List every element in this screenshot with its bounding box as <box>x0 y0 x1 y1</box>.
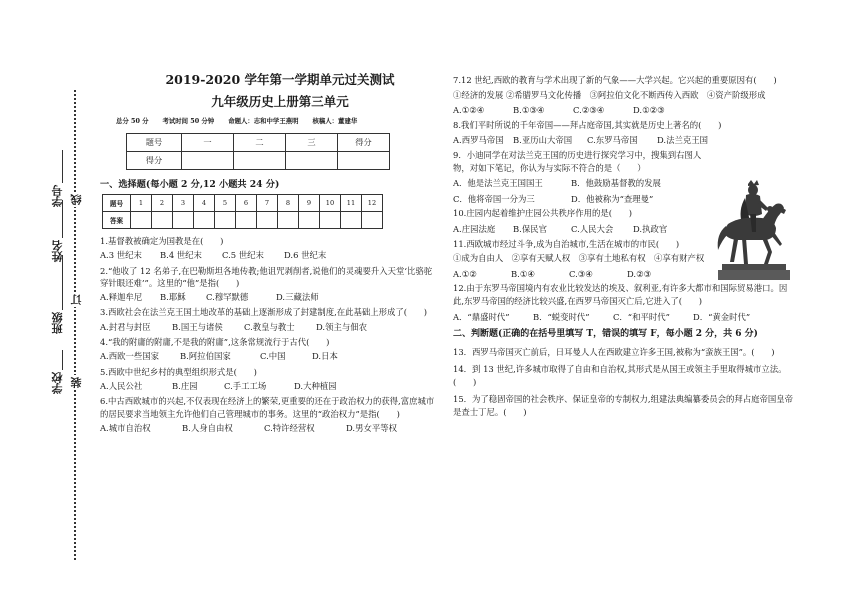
option: C.特许经营权 <box>264 422 315 433</box>
option: A.西欧一些国家 <box>100 351 159 362</box>
answer-header-cell: 6 <box>236 195 257 212</box>
charlemagne-statue-image <box>710 178 792 284</box>
binding-class-label: 班级 <box>51 312 64 334</box>
option: B.国王与诸侯 <box>172 321 223 332</box>
answer-input-cell[interactable] <box>215 212 236 229</box>
option: C.5 世纪末 <box>222 250 264 261</box>
answer-header-cell: 12 <box>362 195 383 212</box>
option: D.6 世纪末 <box>284 250 327 261</box>
binding-dotted-line <box>74 90 76 560</box>
exam-subtitle: 九年级历史上册第三单元 <box>211 94 349 109</box>
option: B.耶稣 <box>160 292 186 303</box>
option: D.①②③ <box>633 105 665 116</box>
score-table-cell: 得分 <box>338 134 390 152</box>
question-options <box>453 311 795 324</box>
question-options <box>100 350 440 362</box>
answer-header-cell: 1 <box>131 195 152 212</box>
section1-heading: 一、选择题(每小题 2 分,12 小题共 24 分) <box>100 179 280 190</box>
answer-header-cell: 9 <box>299 195 320 212</box>
option: B.庄园 <box>172 380 198 391</box>
question-sub-items: ①成为自由人 ②享有天赋人权 ③享有土地私有权 ④享有财产权 <box>453 253 705 264</box>
option: B.保民官 <box>513 223 547 234</box>
score-table <box>126 133 390 170</box>
answer-input-cell[interactable] <box>362 212 383 229</box>
exam-total: 总分 50 分 <box>116 117 149 125</box>
option: A.①② <box>453 268 477 279</box>
answer-input-cell[interactable] <box>299 212 320 229</box>
question-stem: 3.西欧社会在法兰克王国土地改革的基础上逐渐形成了封建制度,在此基础上形成了( ) <box>100 307 428 318</box>
option: D．“黄金时代” <box>693 311 751 322</box>
answer-header-cell: 4 <box>194 195 215 212</box>
answer-header-cell: 3 <box>173 195 194 212</box>
option: A.人民公社 <box>100 380 143 391</box>
answer-header-cell: 10 <box>320 195 341 212</box>
score-input-cell[interactable] <box>234 152 286 170</box>
option: B.①④ <box>511 268 535 279</box>
answer-input-cell[interactable] <box>257 212 278 229</box>
option: C．他将帝国一分为三 <box>453 193 535 204</box>
answer-header-cell: 7 <box>257 195 278 212</box>
question-stem: 10.庄园内起着维护庄园公共秩序作用的是( ) <box>453 208 632 219</box>
judgment-item: 14．到 13 世纪,许多城市取得了自由和自治权,其形式是从国王或领主手里取得城市立法。( ) <box>453 364 787 387</box>
binding-number-underline <box>62 150 63 183</box>
section2-heading: 二、判断题(正确的在括号里填写 T，错误的填写 F，每小题 2 分，共 6 分) <box>453 329 758 340</box>
option: D.法兰克王国 <box>657 135 708 146</box>
option: A．他是法兰克王国国王 <box>453 178 543 189</box>
option: D.领主与佃农 <box>316 321 367 332</box>
left-column <box>100 70 440 434</box>
question-stem: 12.由于东罗马帝国境内有农业比较发达的埃及、叙利亚,有许多大都市和国际贸易港口。因此,东罗马帝国的经济比较兴盛,在西罗马帝国灭亡后,它进入了( ) <box>453 283 788 306</box>
option: C.教皇与教士 <box>244 321 295 332</box>
score-table-cell: 三 <box>286 134 338 152</box>
option: D.日本 <box>312 351 338 362</box>
question-options <box>100 380 440 392</box>
score-table-cell: 二 <box>234 134 286 152</box>
question-options <box>100 249 440 261</box>
binding-class-underline <box>62 255 63 310</box>
option: C.穆罕默德 <box>206 292 249 303</box>
score-table-cell: 一 <box>182 134 234 152</box>
option: B.①③④ <box>513 105 545 116</box>
binding-word-ding: 订 <box>70 294 83 305</box>
score-table-cell: 题号 <box>127 134 182 152</box>
exam-title: 2019-2020 学年第一学期单元过关测试 <box>165 72 395 87</box>
option: D.执政官 <box>633 223 668 234</box>
answer-input-cell[interactable] <box>278 212 299 229</box>
option: A.3 世纪末 <box>100 250 142 261</box>
question-options <box>100 321 440 333</box>
binding-name-label: 姓名 <box>51 240 64 262</box>
binding-school-label: 学校 <box>51 372 64 394</box>
option: D.三藏法师 <box>276 292 319 303</box>
option: C.中国 <box>260 351 286 362</box>
answer-input-cell[interactable] <box>131 212 152 229</box>
question-sub-items: ①经济的发展 ②希腊罗马文化传播 ③阿拉伯文化不断西传入西欧 ④资产阶级形成 <box>453 89 766 100</box>
question-options <box>100 422 440 434</box>
option: B.人身自由权 <box>182 422 233 433</box>
binding-word-xian: 线 <box>70 194 83 205</box>
option: B．“蜕变时代” <box>533 311 590 322</box>
option: C.东罗马帝国 <box>587 135 638 146</box>
exam-time: 考试时间 50 分钟 <box>162 117 215 125</box>
option: A.城市自治权 <box>100 422 151 433</box>
option: A.西罗马帝国 <box>453 135 504 146</box>
question-stem: 1.基督教被确定为国教是在( ) <box>100 236 224 246</box>
answer-header-cell: 题号 <box>103 195 131 212</box>
question-options <box>453 177 703 190</box>
question-stem: 6.中古西欧城市的兴起,不仅表现在经济上的繁荣,更重要的还在于政治权力的获得,富庶城市的居民要求当地领主允许他们自己管理城市的事务。这里的“政治权力”是指( ) <box>100 396 435 419</box>
judgment-item: 15．为了稳固帝国的社会秩序、保证皇帝的专制权力,组建法典编纂委员会的拜占庭帝国皇帝是查士丁尼。( ) <box>453 394 793 418</box>
option: C.人民大会 <box>571 223 614 234</box>
score-input-cell[interactable] <box>182 152 234 170</box>
option: D.大种植园 <box>294 380 337 391</box>
question-options <box>453 104 795 117</box>
option: C．“和平时代” <box>613 311 670 322</box>
option: A.①②④ <box>453 105 485 116</box>
question-stem: 9．小迪同学在对法兰克王国的历史进行探究学习中，搜集到右图人物，对如下笔记，你认为与实际不符合的是（ ） <box>453 149 702 173</box>
question-options <box>453 134 795 147</box>
answer-header-cell: 11 <box>341 195 362 212</box>
option: B.亚历山大帝国 <box>513 135 573 146</box>
option: A．“鼎盛时代” <box>453 311 510 322</box>
option: D．他被称为“查理曼” <box>571 193 654 204</box>
answer-input-cell[interactable] <box>194 212 215 229</box>
exam-author: 命题人：志和中学王燕明 <box>228 117 299 125</box>
answer-table <box>102 194 383 229</box>
option: A.庄园法庭 <box>453 223 496 234</box>
question-stem: 4.“我的附庸的附庸,不是我的附庸”,这条常规流行于古代( ) <box>100 337 330 348</box>
option: A.释迦牟尼 <box>100 292 143 303</box>
answer-input-cell[interactable] <box>173 212 194 229</box>
answer-header-cell: 8 <box>278 195 299 212</box>
question-stem: 7.12 世纪,西欧的教育与学术出现了新的气象——大学兴起。它兴起的重要原因有( ) <box>453 75 777 85</box>
answer-input-cell[interactable] <box>320 212 341 229</box>
answer-header-cell: 2 <box>152 195 173 212</box>
binding-word-zhuang: 装 <box>70 377 83 388</box>
binding-number-label: 学号 <box>51 185 64 207</box>
answer-input-cell[interactable] <box>341 212 362 229</box>
option: B．他鼓励基督教的发展 <box>571 178 661 189</box>
score-input-cell[interactable] <box>286 152 338 170</box>
answer-input-cell[interactable] <box>236 212 257 229</box>
answer-row-label: 答案 <box>103 212 131 229</box>
question-options <box>100 291 440 303</box>
score-table-cell: 得分 <box>127 152 182 170</box>
question-stem: 5.西欧中世纪乡村的典型组织形式是( ) <box>100 366 257 377</box>
question-options <box>453 193 703 206</box>
question-stem: 11.西欧城市经过斗争,成为自治城市,生活在城市的市民( ) <box>453 238 680 249</box>
binding-school-underline <box>62 350 63 370</box>
binding-margin <box>0 0 100 608</box>
answer-header-cell: 5 <box>215 195 236 212</box>
score-input-cell[interactable] <box>338 152 390 170</box>
option: C.③④ <box>569 268 593 279</box>
question-stem: 8.我们平时所说的千年帝国——拜占庭帝国,其实就是历史上著名的( ) <box>453 119 722 130</box>
option: C.②③④ <box>573 105 605 116</box>
exam-reviewer: 核稿人：董建华 <box>312 117 358 125</box>
option: B.4 世纪末 <box>160 250 202 261</box>
option: B.阿拉伯国家 <box>180 351 231 362</box>
question-stem: 2.“他收了 12 名弟子,在巴勒斯坦各地传教;他诅咒剥削者,说他们的灵魂要升入天堂‘比骆驼穿针眼还难’”。这里的“他”是指( ) <box>100 265 433 288</box>
option: C.手工工场 <box>224 380 267 391</box>
option: A.封君与封臣 <box>100 321 151 332</box>
option: D.②③ <box>627 268 652 279</box>
answer-input-cell[interactable] <box>152 212 173 229</box>
exam-meta <box>100 116 440 125</box>
option: D.男女平等权 <box>346 422 397 433</box>
judgment-item: 13．西罗马帝国灭亡前后，日耳曼人人在西欧建立许多王国,被称为“蛮族王国”。( ) <box>453 346 775 357</box>
